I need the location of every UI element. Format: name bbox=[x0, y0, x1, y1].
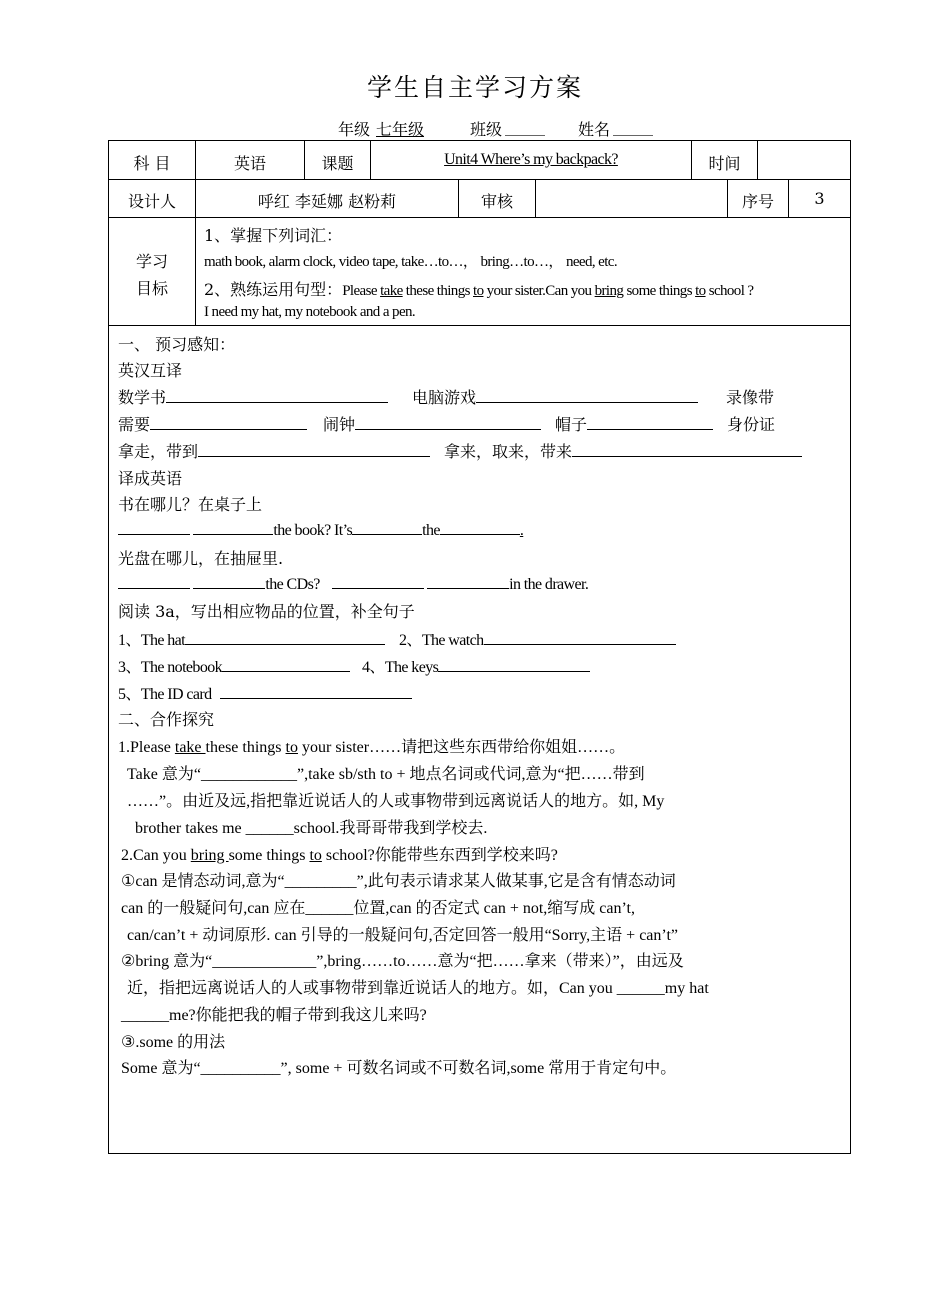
point-2-line3: can 的一般疑问句,can 应在______位置,can 的否定式 can + not,缩写成 can’t, bbox=[121, 900, 635, 917]
subject-label: 科 目 bbox=[133, 154, 171, 173]
vocab-row-3: 拿走，带到 拿来，取来，带来 bbox=[118, 439, 802, 462]
point-3-line: Some 意为“__________”, some + 可数名词或不可数名词,some 常用于肯定句中。 bbox=[121, 1060, 677, 1077]
q1-chinese: 书在哪儿？在桌子上 bbox=[118, 495, 263, 514]
grade-value: 七年级 bbox=[376, 120, 425, 139]
review-label: 审核 bbox=[480, 192, 513, 211]
goals-label-1: 学习 bbox=[135, 252, 168, 271]
q2-english: the CDs? in the drawer. bbox=[118, 573, 588, 594]
vocab-row-1: 数学书 电脑游戏 录像带 bbox=[118, 388, 775, 407]
topic-label: 课题 bbox=[321, 154, 354, 173]
section1-sub2: 译成英语 bbox=[118, 469, 183, 488]
read-row-1: 1、The hat 2、The watch bbox=[118, 627, 676, 650]
point-2-line7: ______me?你能把我的帽子带到我这儿来吗? bbox=[121, 1007, 427, 1024]
goals-label-2: 目标 bbox=[135, 279, 168, 298]
designer-value: 呼红 李延娜 赵粉莉 bbox=[257, 192, 397, 211]
designer-label: 设计人 bbox=[127, 192, 176, 211]
name-label: 姓名 bbox=[578, 120, 611, 139]
goal1-words: math book, alarm clock, video tape, take…to…， bring…to…， need, etc. bbox=[204, 254, 618, 270]
point-2: 2.Can you bring some things to school?你能带些东西到学校来吗? bbox=[121, 847, 558, 864]
q1-english: the book? It’s the . bbox=[118, 519, 523, 540]
goal2-line2: I need my hat, my notebook and a pen. bbox=[204, 304, 416, 320]
vocab-row-2: 需要 闹钟 帽子 身份证 bbox=[118, 415, 776, 434]
section1-title: 一、 预习感知： bbox=[118, 335, 236, 354]
point-1-line3: ……”。由近及远,指把靠近说话人的人或事物带到远离说话人的地方。如, My bbox=[127, 793, 665, 810]
point-2-line2: ①can 是情态动词,意为“_________”,此句表示请求某人做某事,它是含有情态动词 bbox=[121, 873, 676, 890]
goal2-line: 2、熟练运用句型：Please take these things to your sister.Can you bring some things to school ? bbox=[204, 280, 754, 299]
subject-value: 英语 bbox=[233, 154, 266, 173]
time-label: 时间 bbox=[708, 154, 741, 173]
class-label: 班级 bbox=[470, 120, 503, 139]
point-1-line2: Take 意为“____________”,take sb/sth to + 地点名词或代词,意为“把……带到 bbox=[127, 766, 645, 783]
page-title: 学生自主学习方案 bbox=[366, 73, 583, 102]
read-title: 阅读 3a，写出相应物品的位置，补全句子 bbox=[118, 602, 415, 621]
serial-label: 序号 bbox=[741, 192, 774, 211]
point-1: 1.Please take these things to your sister……请把这些东西带给你姐姐……。 bbox=[118, 739, 626, 756]
section2-title: 二、合作探究 bbox=[118, 710, 215, 729]
goal1-heading: 1、掌握下列词汇： bbox=[204, 226, 343, 245]
point-2-line4: can/can’t + 动词原形. can 引导的一般疑问句,否定回答一般用“Sorry,主语 + can’t” bbox=[127, 927, 678, 944]
point-2-line6: 近，指把远离说话人的人或事物带到靠近说话人的地方。如，Can you ______my hat bbox=[127, 980, 709, 997]
section1-sub1: 英汉互译 bbox=[118, 361, 183, 380]
point-1-line4: brother takes me ______school.我哥哥带我到学校去. bbox=[135, 820, 488, 837]
serial-value: 3 bbox=[814, 189, 825, 208]
point-3-title: ③.some 的用法 bbox=[121, 1034, 226, 1051]
read-row-2: 3、The notebook 4、The keys bbox=[118, 654, 590, 677]
topic-value: Unit4 Where’s my backpack? bbox=[444, 151, 618, 168]
class-blank: _____ bbox=[505, 117, 545, 136]
q2-chinese: 光盘在哪儿，在抽屉里. bbox=[118, 549, 284, 568]
grade-label: 年级 bbox=[338, 120, 371, 139]
name-blank: _____ bbox=[613, 117, 653, 136]
point-2-line5: ②bring 意为“_____________”,bring……to……意为“把……拿来（带来）”，由远及 bbox=[121, 953, 684, 970]
read-row-3: 5、The ID card bbox=[118, 681, 412, 704]
